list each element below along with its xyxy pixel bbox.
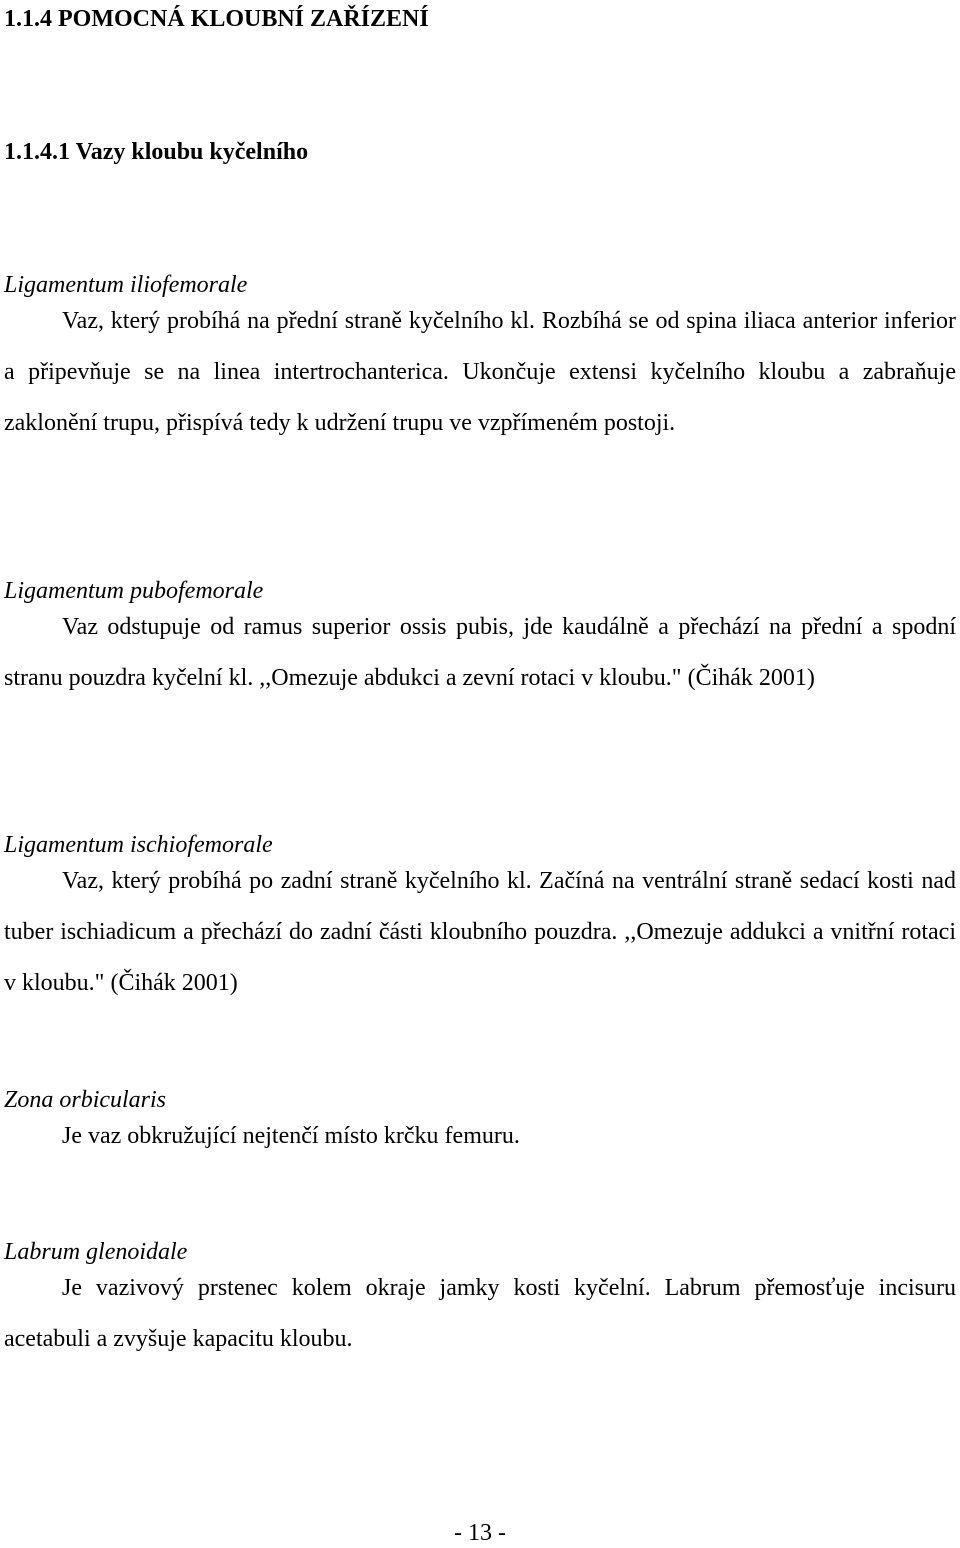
ligament-term: Ligamentum iliofemorale <box>4 272 248 298</box>
page-number: - 13 - <box>454 1520 506 1546</box>
ligament-description: Vaz, který probíhá po zadní straně kyčelního kl. Začíná na ventrální straně sedací kosti nad tuber ischiadicum a přechází do zadní části kloubního pouzdra. ,,Omezuje addukci a vnitřní rotaci v kloubu." (Čihák 2001) <box>4 868 956 996</box>
ligament-term: Ligamentum ischiofemorale <box>4 832 273 858</box>
ligament-term: Labrum glenoidale <box>4 1239 188 1265</box>
ligament-term: Ligamentum pubofemorale <box>4 578 264 604</box>
section-heading: 1.1.4 POMOCNÁ KLOUBNÍ ZAŘÍZENÍ <box>4 6 429 32</box>
ligament-term: Zona orbicularis <box>4 1087 167 1113</box>
ligament-description: Vaz, který probíhá na přední straně kyčelního kl. Rozbíhá se od spina iliaca anterior inferior a připevňuje se na linea intertrochanterica. Ukončuje extensi kyčelního kloubu a zabraňuje zaklonění trupu, přispívá tedy k udržení trupu ve vzpřímeném postoji. <box>4 308 956 436</box>
ligament-description: Vaz odstupuje od ramus superior ossis pubis, jde kaudálně a přechází na přední a spodní stranu pouzdra kyčelní kl. ,,Omezuje abdukci a zevní rotaci v kloubu." (Čihák 2001) <box>4 614 956 691</box>
ligament-description: Je vazivový prstenec kolem okraje jamky kosti kyčelní. Labrum přemosťuje incisuru acetabuli a zvyšuje kapacitu kloubu. <box>4 1275 956 1352</box>
subsection-heading: 1.1.4.1 Vazy kloubu kyčelního <box>4 139 309 165</box>
ligament-description: Je vaz obkružující nejtenčí místo krčku femuru. <box>62 1123 520 1149</box>
